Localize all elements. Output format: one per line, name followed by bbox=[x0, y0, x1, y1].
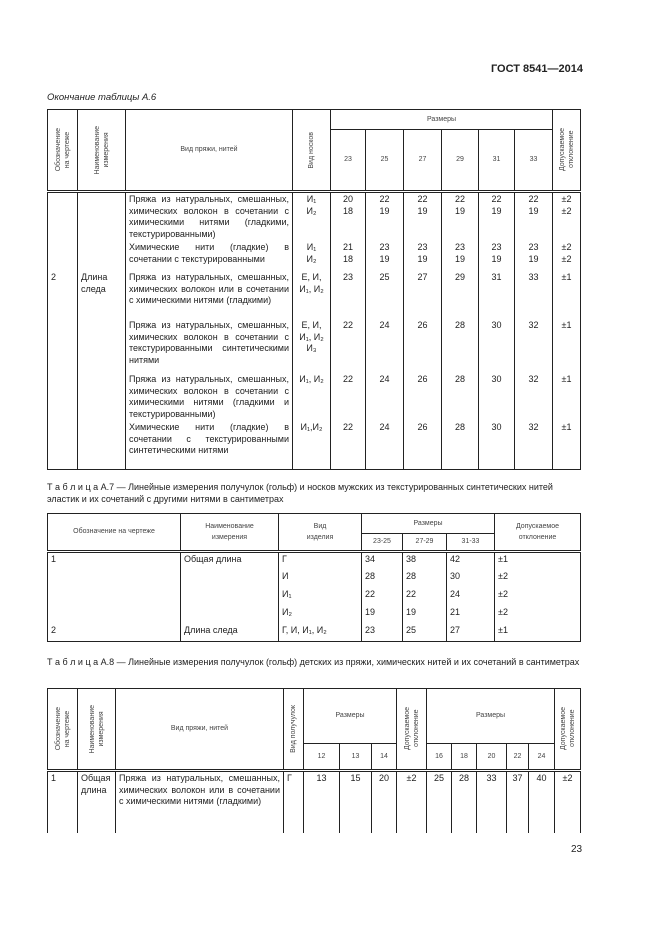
header-yarn: Вид пряжи, нитей bbox=[116, 689, 284, 771]
value-cell: 22 19 bbox=[366, 192, 404, 242]
type-cell: Е, И, И₁, И₂ bbox=[293, 271, 331, 319]
value-cell: 25 bbox=[427, 771, 452, 833]
table-row bbox=[48, 241, 581, 271]
header-tolerance: Допускаемое отклонение bbox=[495, 514, 581, 552]
value-cell: 29 bbox=[442, 271, 479, 319]
yarn-cell: Химические нити (гладкие) в сочетании с текстурированными bbox=[126, 241, 293, 271]
header-measure: Наименование измерения bbox=[88, 704, 105, 754]
value-cell: 22 bbox=[331, 319, 366, 373]
value-cell: 22 19 bbox=[404, 192, 442, 242]
size-header: 33 bbox=[515, 130, 553, 192]
type-cell: И bbox=[279, 570, 362, 588]
value-cell: 22 bbox=[403, 588, 447, 606]
value-cell: 23 19 bbox=[442, 241, 479, 271]
header-measure: Наименование измерения bbox=[181, 514, 279, 552]
table-a6-continuation-label: Окончание таблицы А.6 bbox=[47, 92, 157, 103]
header-yarn: Вид пряжи, нитей bbox=[126, 110, 293, 192]
designation-cell bbox=[48, 319, 78, 373]
value-cell: 30 bbox=[479, 319, 515, 373]
value-cell: 21 bbox=[447, 606, 495, 624]
value-cell: 42 bbox=[447, 552, 495, 570]
value-cell: 32 bbox=[515, 421, 553, 469]
measure-cell bbox=[181, 588, 279, 606]
designation-cell: 2 bbox=[48, 624, 181, 642]
table-a6 bbox=[47, 109, 581, 470]
table-row bbox=[48, 588, 581, 606]
value-cell: 32 bbox=[515, 373, 553, 421]
measure-cell bbox=[78, 192, 126, 242]
header-type: Вид получулок bbox=[290, 705, 297, 753]
header-tolerance-b: Допускаемое отклонение bbox=[559, 707, 576, 751]
tolerance-cell: ±1 bbox=[495, 624, 581, 642]
header-type: Вид изделия bbox=[279, 514, 362, 552]
measure-cell: Общая длина bbox=[181, 552, 279, 570]
header-measure: Наименование измерения bbox=[93, 125, 110, 175]
size-header: 27 bbox=[404, 130, 442, 192]
value-cell: 33 bbox=[515, 271, 553, 319]
yarn-cell: Пряжа из натуральных, смешанных, химических волокон в сочетании с химическими нитями (гладкими, текстурированными) bbox=[126, 192, 293, 242]
table-row bbox=[48, 570, 581, 588]
value-cell: 25 bbox=[366, 271, 404, 319]
value-cell: 22 19 bbox=[515, 192, 553, 242]
designation-cell bbox=[48, 421, 78, 469]
header-sizes-a: Размеры bbox=[304, 689, 397, 744]
measure-cell: Длина следа bbox=[78, 271, 126, 319]
value-cell: 28 bbox=[442, 319, 479, 373]
yarn-cell: Пряжа из натуральных, смешанных, химических волокон в сочетании с химическими нитями (гладкими и текстурированными) bbox=[126, 373, 293, 421]
value-cell: 27 bbox=[404, 271, 442, 319]
designation-cell: 1 bbox=[48, 552, 181, 570]
header-sizes-b: Размеры bbox=[427, 689, 555, 744]
header-sizes: Размеры bbox=[362, 514, 495, 534]
designation-cell: 2 bbox=[48, 271, 78, 319]
value-cell: 23 19 bbox=[515, 241, 553, 271]
designation-cell bbox=[48, 570, 181, 588]
designation-cell bbox=[48, 606, 181, 624]
value-cell: 28 bbox=[362, 570, 403, 588]
measure-cell: Общая длина bbox=[78, 771, 116, 833]
tolerance-cell: ±2 bbox=[555, 771, 581, 833]
value-cell: 20 18 bbox=[331, 192, 366, 242]
value-cell: 22 19 bbox=[442, 192, 479, 242]
size-header: 20 bbox=[477, 744, 507, 771]
value-cell: 31 bbox=[479, 271, 515, 319]
header-designation: Обозначение на чертеже bbox=[54, 128, 71, 172]
type-cell: И₁ И₂ bbox=[293, 192, 331, 242]
table-a8-caption: Т а б л и ц а А.8 — Линейные измерения получулок (гольф) детских из пряжи, химических нитей и их сочетаний в сантиметрах bbox=[47, 657, 580, 667]
value-cell: 30 bbox=[447, 570, 495, 588]
size-header: 27-29 bbox=[403, 534, 447, 552]
tolerance-cell: ±1 bbox=[495, 552, 581, 570]
value-cell: 24 bbox=[366, 421, 404, 469]
header-designation: Обозначение на чертеже bbox=[48, 514, 181, 552]
table-row bbox=[48, 552, 581, 570]
value-cell: 33 bbox=[477, 771, 507, 833]
measure-cell bbox=[78, 421, 126, 469]
table-row bbox=[48, 271, 581, 319]
value-cell: 26 bbox=[404, 373, 442, 421]
size-header: 22 bbox=[507, 744, 529, 771]
header-tolerance-a: Допускаемое отклонение bbox=[403, 707, 420, 751]
tolerance-cell: ±2 bbox=[397, 771, 427, 833]
value-cell: 24 bbox=[447, 588, 495, 606]
tolerance-cell: ±1 bbox=[553, 319, 581, 373]
tolerance-cell: ±2 ±2 bbox=[553, 192, 581, 242]
value-cell: 28 bbox=[442, 421, 479, 469]
yarn-cell: Пряжа из натуральных, смешанных, химических волокон или в сочетании с химическими нитями (гладкими) bbox=[126, 271, 293, 319]
type-cell: И₁ И₂ bbox=[293, 241, 331, 271]
designation-cell bbox=[48, 241, 78, 271]
value-cell: 23 19 bbox=[366, 241, 404, 271]
value-cell: 34 bbox=[362, 552, 403, 570]
value-cell: 28 bbox=[442, 373, 479, 421]
tolerance-cell: ±2 bbox=[495, 606, 581, 624]
value-cell: 20 bbox=[372, 771, 397, 833]
type-cell: И₁, И₂ bbox=[293, 373, 331, 421]
value-cell: 23 bbox=[331, 271, 366, 319]
table-row bbox=[48, 771, 581, 833]
tolerance-cell: ±1 bbox=[553, 421, 581, 469]
table-row bbox=[48, 606, 581, 624]
header-sizes: Размеры bbox=[331, 110, 553, 130]
measure-cell bbox=[78, 319, 126, 373]
size-header: 16 bbox=[427, 744, 452, 771]
page-number: 23 bbox=[571, 844, 583, 855]
tolerance-cell: ±2 bbox=[495, 588, 581, 606]
measure-cell bbox=[78, 241, 126, 271]
designation-cell: 1 bbox=[48, 771, 78, 833]
header-tolerance: Допускаемое отклонение bbox=[558, 128, 575, 172]
value-cell: 26 bbox=[404, 421, 442, 469]
header-designation: Обозначение на чертеже bbox=[54, 707, 71, 751]
type-cell: И₁,И₂ bbox=[293, 421, 331, 469]
value-cell: 28 bbox=[452, 771, 477, 833]
yarn-cell: Химические нити (гладкие) в сочетании с текстурированными синтетическими нитями bbox=[126, 421, 293, 469]
value-cell: 22 bbox=[331, 373, 366, 421]
measure-cell: Длина следа bbox=[181, 624, 279, 642]
value-cell: 22 19 bbox=[479, 192, 515, 242]
table-row bbox=[48, 421, 581, 469]
tolerance-cell: ±1 bbox=[553, 373, 581, 421]
value-cell: 23 bbox=[362, 624, 403, 642]
size-header: 31 bbox=[479, 130, 515, 192]
value-cell: 37 bbox=[507, 771, 529, 833]
measure-cell bbox=[78, 373, 126, 421]
tolerance-cell: ±2 bbox=[495, 570, 581, 588]
value-cell: 28 bbox=[403, 570, 447, 588]
designation-cell bbox=[48, 373, 78, 421]
value-cell: 30 bbox=[479, 373, 515, 421]
value-cell: 23 19 bbox=[404, 241, 442, 271]
yarn-cell: Пряжа из натуральных, смешанных, химических волокон в сочетании с текстурированными синтетическими нитями bbox=[126, 319, 293, 373]
value-cell: 30 bbox=[479, 421, 515, 469]
size-header: 23-25 bbox=[362, 534, 403, 552]
value-cell: 25 bbox=[403, 624, 447, 642]
document-id: ГОСТ 8541—2014 bbox=[490, 63, 583, 75]
size-header: 18 bbox=[452, 744, 477, 771]
value-cell: 27 bbox=[447, 624, 495, 642]
size-header: 24 bbox=[529, 744, 555, 771]
value-cell: 19 bbox=[362, 606, 403, 624]
designation-cell bbox=[48, 192, 78, 242]
value-cell: 24 bbox=[366, 373, 404, 421]
size-header: 14 bbox=[372, 744, 397, 771]
type-cell: И₁ bbox=[279, 588, 362, 606]
yarn-cell: Пряжа из натуральных, смешанных, химических волокон или в сочетании с химическими нитями (гладкими) bbox=[116, 771, 284, 833]
tolerance-cell: ±2 ±2 bbox=[553, 241, 581, 271]
type-cell: Г, И, И₁, И₂ bbox=[279, 624, 362, 642]
size-header: 31-33 bbox=[447, 534, 495, 552]
size-header: 13 bbox=[340, 744, 372, 771]
type-cell: Г bbox=[279, 552, 362, 570]
value-cell: 32 bbox=[515, 319, 553, 373]
value-cell: 40 bbox=[529, 771, 555, 833]
type-cell: Г bbox=[284, 771, 304, 833]
table-row bbox=[48, 624, 581, 642]
value-cell: 26 bbox=[404, 319, 442, 373]
type-cell: Е, И, И₁, И₂ И₃ bbox=[293, 319, 331, 373]
designation-cell bbox=[48, 588, 181, 606]
table-a7-caption: Т а б л и ц а А.7 — Линейные измерения получулок (гольф) и носков мужских из текстурированных синтетических нитей эластик и их сочетаний с другими нитями в сантиметрах bbox=[47, 482, 553, 504]
size-header: 29 bbox=[442, 130, 479, 192]
size-header: 25 bbox=[366, 130, 404, 192]
table-row bbox=[48, 192, 581, 242]
table-row bbox=[48, 319, 581, 373]
table-row bbox=[48, 373, 581, 421]
value-cell: 21 18 bbox=[331, 241, 366, 271]
value-cell: 24 bbox=[366, 319, 404, 373]
tolerance-cell: ±1 bbox=[553, 271, 581, 319]
table-a8 bbox=[47, 688, 581, 833]
type-cell: И₂ bbox=[279, 606, 362, 624]
value-cell: 23 19 bbox=[479, 241, 515, 271]
value-cell: 38 bbox=[403, 552, 447, 570]
value-cell: 22 bbox=[331, 421, 366, 469]
value-cell: 19 bbox=[403, 606, 447, 624]
value-cell: 22 bbox=[362, 588, 403, 606]
value-cell: 15 bbox=[340, 771, 372, 833]
value-cell: 13 bbox=[304, 771, 340, 833]
measure-cell bbox=[181, 606, 279, 624]
header-sock-type: Вид носков bbox=[308, 131, 315, 169]
table-a7 bbox=[47, 513, 581, 642]
size-header: 23 bbox=[331, 130, 366, 192]
measure-cell bbox=[181, 570, 279, 588]
size-header: 12 bbox=[304, 744, 340, 771]
